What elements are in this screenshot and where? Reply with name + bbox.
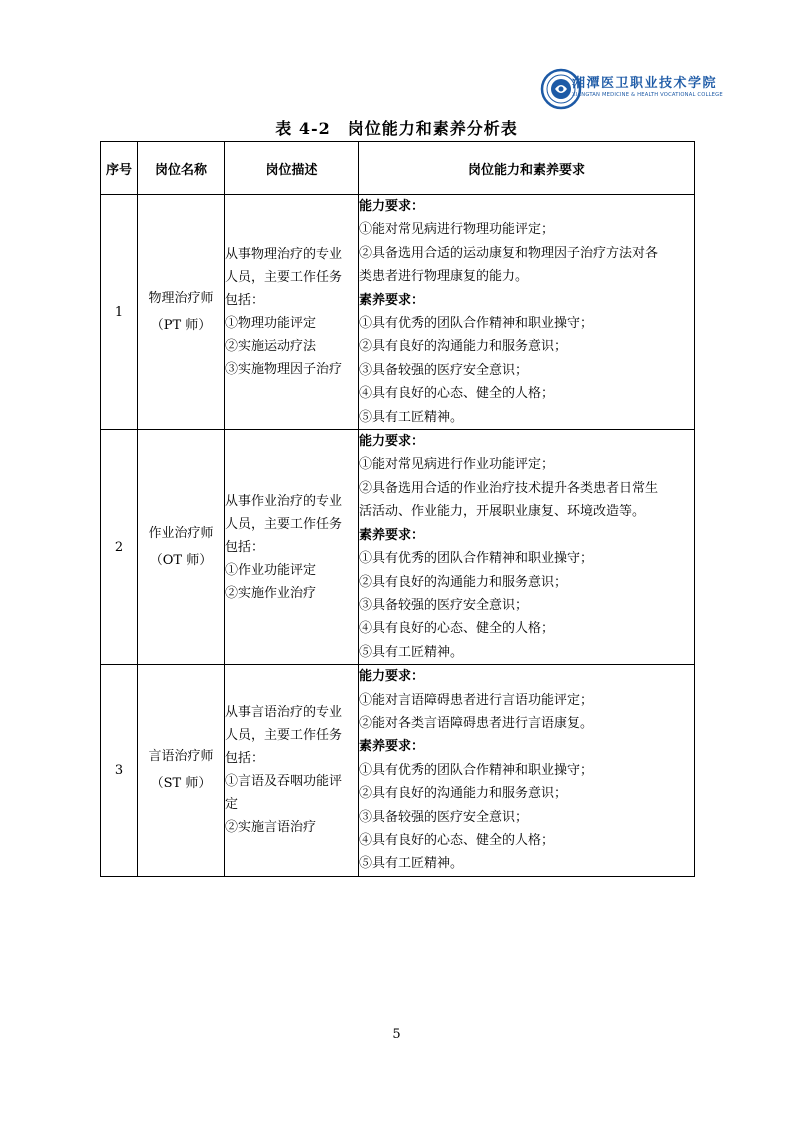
desc-line: ①作业功能评定 xyxy=(225,562,317,578)
ability-heading: 能力要求： xyxy=(359,669,425,685)
quality-line: ④具有良好的心态、健全的人格； xyxy=(359,621,555,637)
desc-line: 包括： xyxy=(225,751,265,767)
position-abbr: （OT 师） xyxy=(149,553,213,569)
quality-heading: 素养要求： xyxy=(359,739,425,755)
table-header-row xyxy=(101,142,695,195)
quality-line: ⑤具有工匠精神。 xyxy=(359,409,464,425)
desc-line: 从事物理治疗的专业 xyxy=(225,247,343,263)
quality-heading: 素养要求： xyxy=(359,527,425,543)
position-title: 言语治疗师 xyxy=(148,749,214,765)
header-num: 序号 xyxy=(101,142,138,195)
analysis-table xyxy=(100,141,695,877)
college-logo xyxy=(540,68,723,112)
table-row xyxy=(101,665,695,877)
quality-line: ④具有良好的心态、健全的人格； xyxy=(359,832,555,848)
quality-line: ③具备较强的医疗安全意识； xyxy=(359,809,529,825)
quality-line: ①具有优秀的团队合作精神和职业操守； xyxy=(359,316,594,332)
ability-line: 活活动、作业能力，开展职业康复、环境改造等。 xyxy=(359,504,646,520)
ability-line: ②具备选用合适的运动康复和物理因子治疗方法对各 xyxy=(359,245,659,261)
position-description xyxy=(225,195,359,430)
position-name xyxy=(138,665,225,877)
desc-line: 包括： xyxy=(225,539,265,555)
desc-line: ②实施作业治疗 xyxy=(225,585,317,601)
ability-line: 类患者进行物理康复的能力。 xyxy=(359,269,529,285)
quality-line: ②具有良好的沟通能力和服务意识； xyxy=(359,574,568,590)
position-name xyxy=(138,195,225,430)
quality-line: ②具有良好的沟通能力和服务意识； xyxy=(359,786,568,802)
desc-line: ②实施运动疗法 xyxy=(225,339,317,355)
position-abbr: （PT 师） xyxy=(150,318,212,334)
desc-line: 从事作业治疗的专业 xyxy=(225,493,343,509)
ability-line: ①能对常见病进行物理功能评定； xyxy=(359,222,555,238)
header-desc: 岗位描述 xyxy=(225,142,359,195)
row-num: 3 xyxy=(101,665,138,877)
desc-line: 人员，主要工作任务 xyxy=(225,728,343,744)
desc-line: 人员，主要工作任务 xyxy=(225,270,343,286)
logo-text-en: XIANGTAN MEDICINE & HEALTH VOCATIONAL COLLEGE xyxy=(572,92,723,98)
desc-line: 人员，主要工作任务 xyxy=(225,516,343,532)
desc-line: 从事言语治疗的专业 xyxy=(225,705,343,721)
position-title: 作业治疗师 xyxy=(148,526,214,542)
position-description xyxy=(225,430,359,665)
ability-heading: 能力要求： xyxy=(359,434,425,450)
table-row xyxy=(101,430,695,665)
ability-line: ②能对各类言语障碍患者进行言语康复。 xyxy=(359,715,594,731)
row-num: 2 xyxy=(101,430,138,665)
ability-line: ②具备选用合适的作业治疗技术提升各类患者日常生 xyxy=(359,480,659,496)
page-number: 5 xyxy=(392,1027,401,1042)
position-description xyxy=(225,665,359,877)
requirements xyxy=(359,195,695,430)
desc-line: ①言语及吞咽功能评 xyxy=(225,774,343,790)
quality-line: ⑤具有工匠精神。 xyxy=(359,856,464,872)
header-requirements: 岗位能力和素养要求 xyxy=(359,142,695,195)
desc-line: 包括： xyxy=(225,293,265,309)
quality-line: ③具备较强的医疗安全意识； xyxy=(359,597,529,613)
table-row xyxy=(101,195,695,430)
header-name: 岗位名称 xyxy=(138,142,225,195)
ability-line: ①能对言语障碍患者进行言语功能评定； xyxy=(359,692,594,708)
quality-line: ④具有良好的心态、健全的人格； xyxy=(359,386,555,402)
quality-line: ①具有优秀的团队合作精神和职业操守； xyxy=(359,762,594,778)
requirements xyxy=(359,430,695,665)
table-title: 表 4-2 岗位能力和素养分析表 xyxy=(275,119,518,138)
quality-line: ①具有优秀的团队合作精神和职业操守； xyxy=(359,551,594,567)
position-title: 物理治疗师 xyxy=(148,291,214,307)
quality-line: ②具有良好的沟通能力和服务意识； xyxy=(359,339,568,355)
desc-line: ②实施言语治疗 xyxy=(225,820,317,836)
row-num: 1 xyxy=(101,195,138,430)
desc-line: ①物理功能评定 xyxy=(225,316,317,332)
quality-line: ⑤具有工匠精神。 xyxy=(359,644,464,660)
ability-heading: 能力要求： xyxy=(359,199,425,214)
ability-line: ①能对常见病进行作业功能评定； xyxy=(359,457,555,473)
quality-heading: 素养要求： xyxy=(359,292,425,308)
position-name xyxy=(138,430,225,665)
desc-line: ③实施物理因子治疗 xyxy=(225,362,343,378)
quality-line: ③具备较强的医疗安全意识； xyxy=(359,362,529,378)
logo-text-cn: 湘潭医卫职业技术学院 xyxy=(572,76,718,91)
desc-line: 定 xyxy=(225,797,239,813)
position-abbr: （ST 师） xyxy=(150,776,212,792)
requirements xyxy=(359,665,695,877)
